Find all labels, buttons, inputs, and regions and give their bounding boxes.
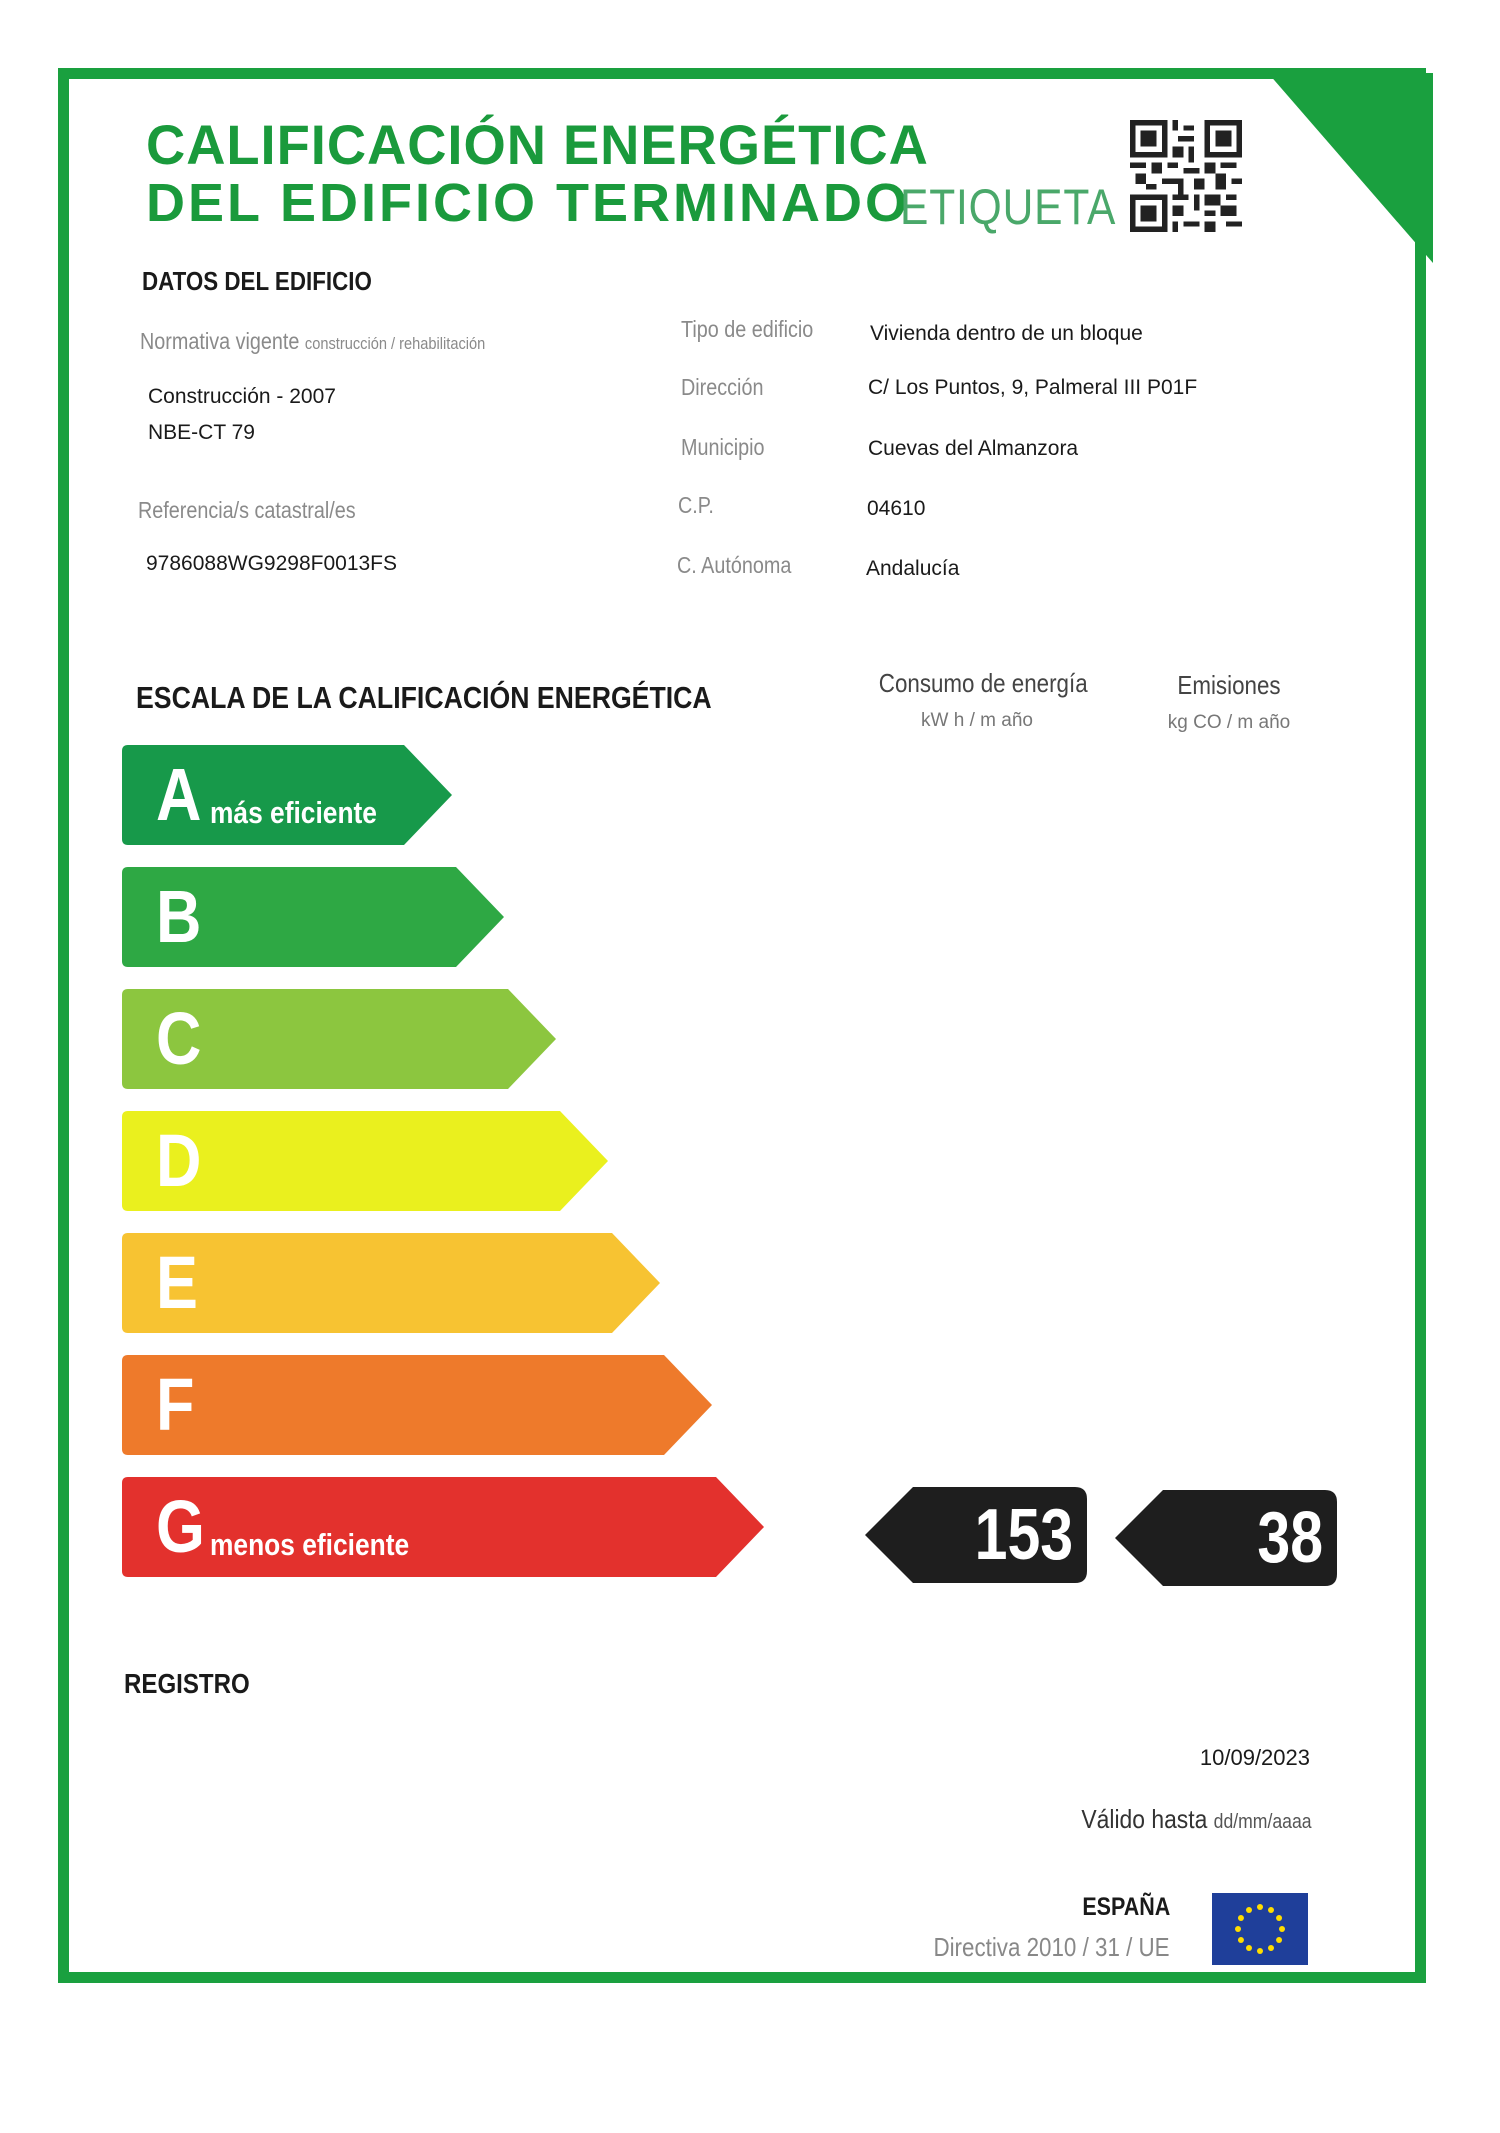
eu-star [1246, 1907, 1252, 1913]
cp-label: C.P. [678, 492, 714, 518]
title-line-2: DEL EDIFICIO TERMINADO [146, 173, 911, 233]
etiqueta-label: ETIQUETA [900, 179, 1117, 235]
datos-edificio-heading: DATOS DEL EDIFICIO [142, 266, 372, 296]
eu-star [1268, 1907, 1274, 1913]
grade-letter: B [156, 875, 202, 958]
eu-star [1276, 1937, 1282, 1943]
directiva-label: Directiva 2010 / 31 / UE [933, 1932, 1170, 1962]
normativa-value: NBE-CT 79 [148, 421, 255, 444]
valido-label: Válido hasta [1081, 1804, 1208, 1834]
grade-arrow-b [122, 867, 504, 967]
grade-letter: E [156, 1241, 198, 1324]
municipio-value: Cuevas del Almanzora [868, 437, 1079, 460]
valido-hasta [1082, 1804, 1312, 1835]
grade-letter: F [156, 1363, 195, 1446]
consumo-indicator [865, 1487, 1087, 1583]
grade-arrow-f [122, 1355, 712, 1455]
emisiones-indicator [1115, 1490, 1337, 1586]
grade-sublabel: más eficiente [210, 795, 377, 830]
eu-star [1257, 1904, 1263, 1910]
grade-arrow-e [122, 1233, 660, 1333]
autonoma-value: Andalucía [866, 557, 960, 580]
espana-label: ESPAÑA [1081, 1893, 1170, 1921]
normativa-sublabel: construcción / rehabilitación [304, 334, 486, 353]
registro-label: REGISTRO [124, 1668, 250, 1699]
eu-star [1238, 1915, 1244, 1921]
eu-star [1276, 1915, 1282, 1921]
title-line-1: CALIFICACIÓN ENERGÉTICA [146, 113, 929, 176]
referencia-label: Referencia/s catastral/es [138, 497, 356, 523]
eu-star [1238, 1937, 1244, 1943]
valido-format: dd/mm/aaaa [1214, 1811, 1312, 1833]
grade-arrow-c [122, 989, 556, 1089]
grade-letter: D [156, 1119, 202, 1202]
grade-arrow-shape [122, 1233, 660, 1333]
eu-flag-icon [1212, 1893, 1308, 1965]
referencia-value: 9786088WG9298F0013FS [146, 552, 398, 575]
direccion-value: C/ Los Puntos, 9, Palmeral III P01F [868, 376, 1198, 399]
normativa-label-text: Normativa vigente [140, 328, 300, 354]
registro-date: 10/09/2023 [1199, 1745, 1310, 1770]
cp-value: 04610 [867, 497, 926, 520]
grade-sublabel: menos eficiente [210, 1527, 410, 1562]
normativa-label [140, 328, 485, 355]
direccion-label: Dirección [681, 374, 764, 400]
autonoma-label: C. Autónoma [677, 552, 792, 578]
grade-arrow-g [122, 1477, 764, 1577]
escala-heading: ESCALA DE LA CALIFICACIÓN ENERGÉTICA [136, 680, 712, 715]
grade-letter: A [156, 753, 202, 836]
eu-star [1246, 1945, 1252, 1951]
grade-arrow-d [122, 1111, 608, 1211]
eu-star [1268, 1945, 1274, 1951]
emisiones-heading: Emisiones [1177, 670, 1281, 700]
grade-arrow-shape [122, 1355, 712, 1455]
consumo-value: 153 [974, 1495, 1073, 1575]
grade-letter: C [156, 997, 202, 1080]
tipo-value: Vivienda dentro de un bloque [870, 322, 1143, 345]
grade-arrow-a [122, 745, 452, 845]
qr-code-icon [1130, 120, 1242, 232]
grade-letter: G [156, 1485, 205, 1568]
municipio-label: Municipio [681, 434, 765, 460]
emisiones-value: 38 [1257, 1498, 1323, 1578]
eu-star [1235, 1926, 1241, 1932]
eu-star [1279, 1926, 1285, 1932]
construccion-value: Construcción - 2007 [148, 385, 336, 408]
consumo-heading: Consumo de energía [878, 668, 1088, 698]
corner-triangle [1268, 73, 1433, 263]
eu-star [1257, 1948, 1263, 1954]
emisiones-unit: kg CO / m año [1167, 712, 1291, 733]
tipo-label: Tipo de edificio [681, 316, 814, 342]
consumo-unit: kW h / m año [921, 710, 1033, 731]
